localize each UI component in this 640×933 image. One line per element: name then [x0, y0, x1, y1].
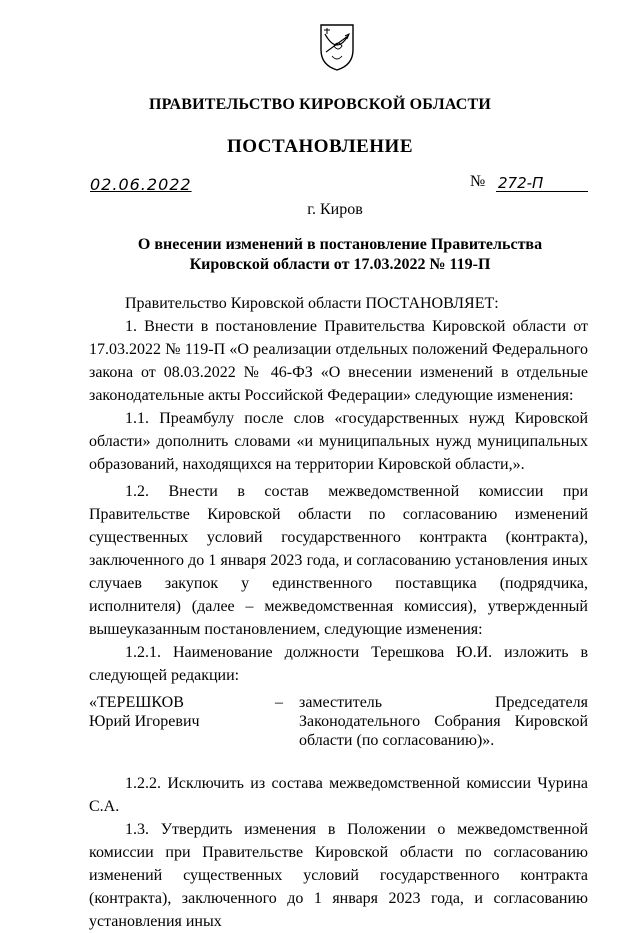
document-type: ПОСТАНОВЛЕНИЕ	[226, 136, 414, 157]
member-name	[89, 693, 259, 750]
member-given-name: Юрий Игоревич	[89, 713, 200, 730]
intro-paragraph: Правительство Кировской области ПОСТАНОВЛЯЕТ:	[125, 295, 499, 312]
member-surname: «ТЕРЕШКОВ	[89, 694, 184, 711]
paragraph-1: 1. Внести в постановление Правительства Кировской области от 17.03.2022 № 119-П «О реализации отдельных положений Федерального закона от 08.03.2022 № 46-ФЗ «О внесении изменений в отдельные законодательные акты Российской Федерации» следующие изменения:	[89, 318, 588, 404]
paragraph-1-3: 1.3. Утвердить изменения в Положении о межведомственной комиссии при Правительстве Кировской области по согласованию изменений существенных условий государственного контракта (контракта), заключенного до 1 января 2023 года, и согласованию установления иных	[89, 821, 588, 930]
title-line-2: Кировской области от 17.03.2022 № 119-П	[189, 256, 491, 273]
member-entry	[89, 693, 588, 750]
document-number: 272-П	[496, 175, 588, 192]
city: г. Киров	[307, 201, 363, 218]
paragraph-1-2-2: 1.2.2. Исключить из состава межведомственной комиссии Чурина С.А.	[89, 775, 588, 815]
paragraph-1-2: 1.2. Внести в состав межведомственной комиссии при Правительстве Кировской области по согласованию изменений существенных условий государственного контракта (контракта), заключенного до 1 января 2023 года, и согласованию установления иных случаев закупок у единственного поставщика (подрядчика, исполнителя) (далее – межведомственная комиссия), утвержденный вышеуказанным постановлением, следующие изменения:	[89, 483, 588, 638]
title-line-1: О внесении изменений в постановление Правительства	[137, 236, 543, 253]
document-title	[130, 235, 550, 275]
organization-name: ПРАВИТЕЛЬСТВО КИРОВСКОЙ ОБЛАСТИ	[148, 96, 492, 113]
member-position: заместитель Председателя Законодательного Собрания Кировской области (по согласованию)».	[299, 694, 588, 749]
member-dash: –	[275, 694, 283, 711]
document-body	[89, 292, 588, 933]
kirov-region-coat-of-arms-icon	[318, 22, 356, 72]
number-sign: №	[470, 173, 486, 190]
paragraph-1-1: 1.1. Преамбулу после слов «государственных нужд Кировской области» дополнить словами «и муниципальных нужд муниципальных образований, находящихся на территории Кировской области,».	[89, 410, 588, 473]
paragraph-1-2-1: 1.2.1. Наименование должности Терешкова Ю.И. изложить в следующей редакции:	[89, 644, 588, 684]
document-date: 02.06.2022	[90, 175, 192, 194]
